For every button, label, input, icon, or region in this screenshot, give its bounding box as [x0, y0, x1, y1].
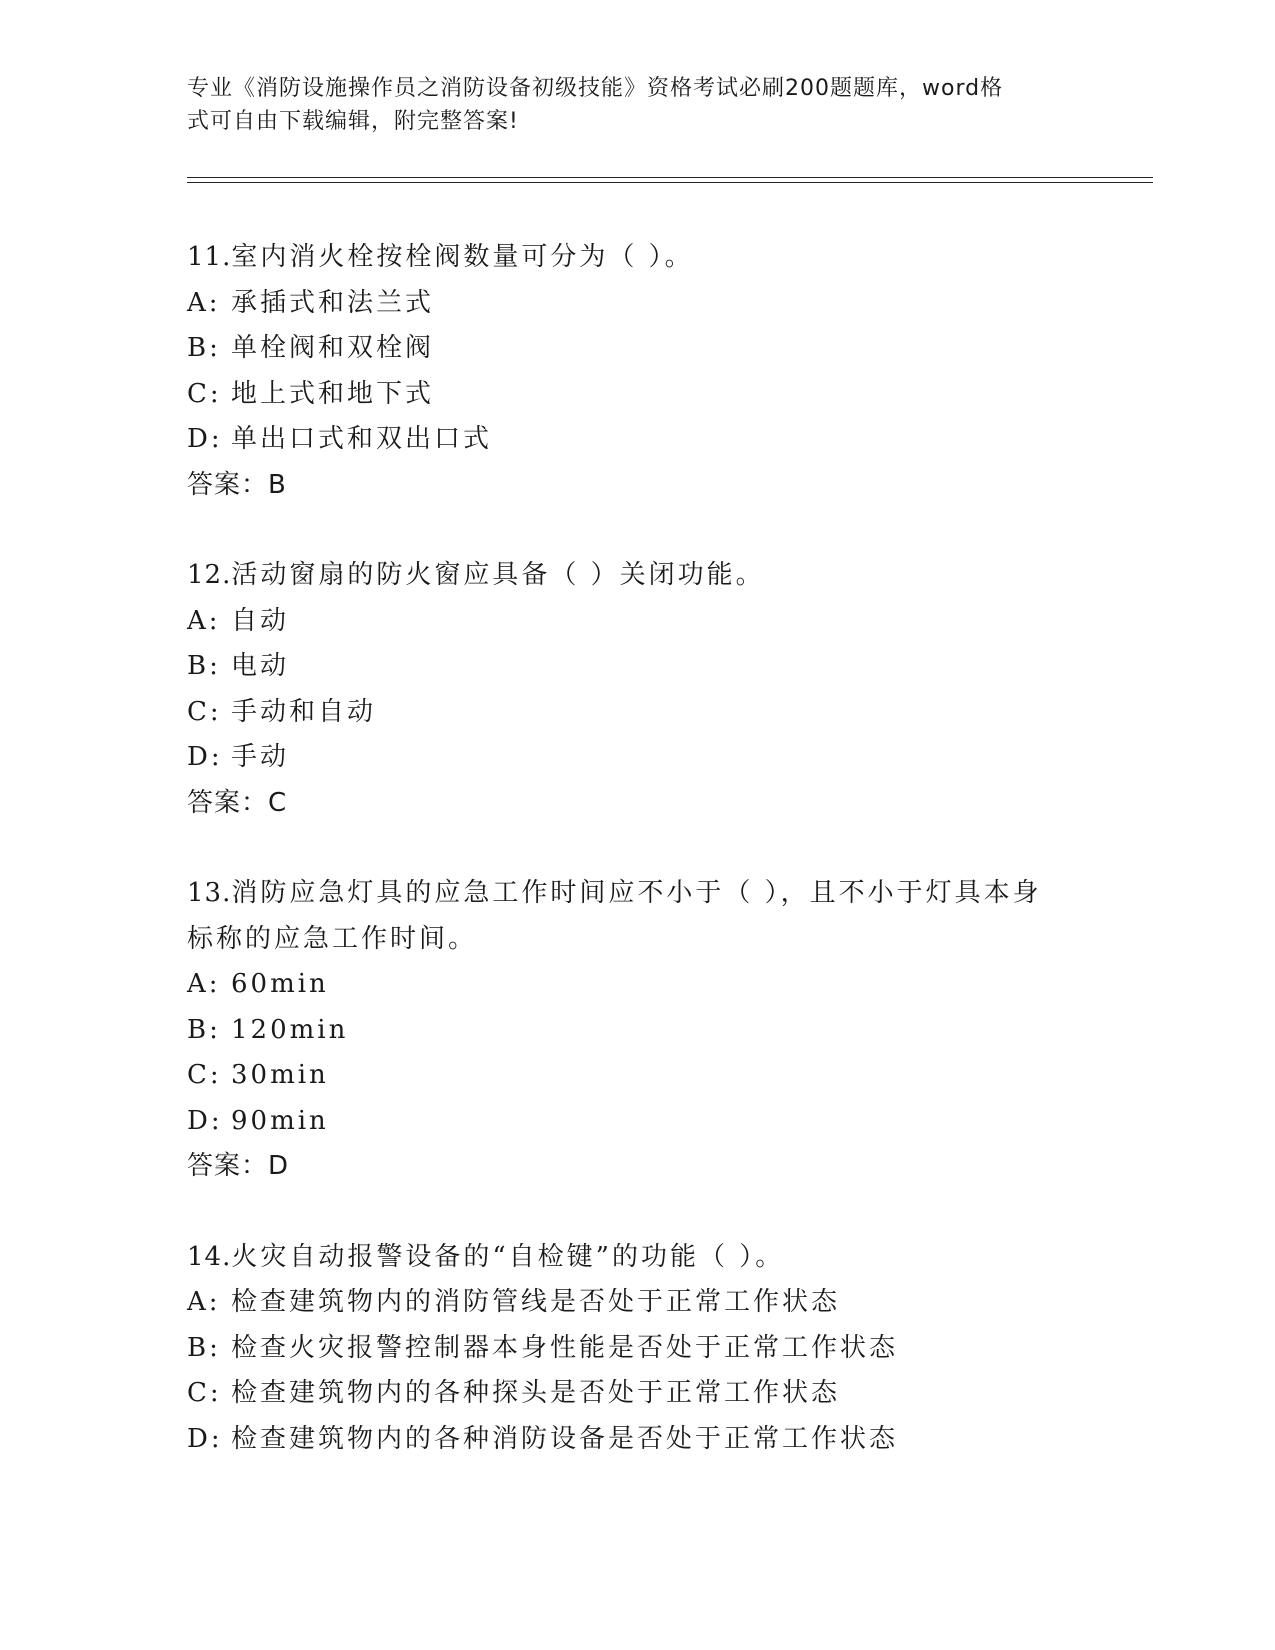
option-text: 地上式和地下式 [231, 378, 435, 409]
option-text: 手动和自动 [231, 696, 377, 727]
question-11 [187, 235, 1107, 508]
option-a [187, 962, 1107, 1008]
option-key: D: [187, 742, 223, 772]
option-text: 30min [231, 1060, 329, 1090]
option-a [187, 599, 1107, 645]
question-14 [187, 1235, 1107, 1463]
question-stem-line: 火灾自动报警设备的“自检键”的功能（ ）。 [231, 1241, 785, 1272]
header-line-1: 专业《消防设施操作员之消防设备初级技能》资格考试必刷200题题库，word格 [187, 76, 1004, 101]
answer-line: 答案：B [187, 469, 287, 500]
option-a [187, 1280, 1107, 1326]
question-stem [187, 235, 1107, 281]
option-b [187, 644, 1107, 690]
option-key: D: [187, 1105, 223, 1136]
question-12 [187, 553, 1107, 826]
question-number: 11. [187, 242, 232, 272]
question-stem-line: 消防应急灯具的应急工作时间应不小于（ ），且不小于灯具本身 [231, 878, 1042, 908]
option-key: C: [187, 696, 222, 727]
question-number: 14. [187, 1241, 232, 1272]
option-key: B: [187, 333, 221, 363]
option-text: 单出口式和双出口式 [231, 424, 493, 454]
option-text: 单栓阀和双栓阀 [231, 333, 435, 363]
option-b [187, 326, 1107, 372]
option-d [187, 1417, 1107, 1463]
answer-line: 答案：D [187, 1151, 290, 1181]
option-key: D: [187, 1423, 223, 1454]
option-key: B: [187, 1014, 221, 1045]
document-header [187, 72, 1067, 138]
question-stem [187, 553, 1107, 599]
option-c [187, 1053, 1107, 1099]
option-text: 检查建筑物内的各种探头是否处于正常工作状态 [231, 1378, 841, 1408]
question-stem-line: 活动窗扇的防火窗应具备（ ）关闭功能。 [231, 560, 765, 590]
question-stem [187, 871, 1107, 917]
option-key: B: [187, 651, 221, 681]
option-text: 60min [231, 969, 329, 999]
option-text: 自动 [231, 605, 290, 636]
option-text: 检查建筑物内的各种消防设备是否处于正常工作状态 [231, 1423, 899, 1454]
option-text: 电动 [231, 651, 290, 681]
answer-line: 答案：C [187, 787, 288, 818]
question-number: 12. [187, 560, 232, 590]
question-stem-continued: 标称的应急工作时间。 [187, 923, 478, 954]
question-13 [187, 871, 1107, 1190]
question-list [187, 235, 1107, 1507]
option-d [187, 1099, 1107, 1145]
header-divider-bottom [187, 182, 1153, 183]
option-c [187, 1371, 1107, 1417]
option-key: A: [187, 605, 221, 636]
option-d [187, 735, 1107, 781]
option-key: A: [187, 1287, 221, 1317]
option-key: C: [187, 1378, 222, 1408]
option-key: D: [187, 424, 223, 454]
question-stem-line: 室内消火栓按栓阀数量可分为（ ）。 [231, 242, 694, 272]
option-text: 120min [231, 1014, 349, 1045]
question-number: 13. [187, 878, 232, 908]
option-text: 检查建筑物内的消防管线是否处于正常工作状态 [231, 1287, 841, 1317]
option-a [187, 281, 1107, 327]
option-c [187, 372, 1107, 418]
question-stem [187, 1235, 1107, 1281]
option-b [187, 1326, 1107, 1372]
header-divider-top [187, 177, 1153, 178]
option-key: A: [187, 287, 221, 318]
option-text: 90min [231, 1105, 329, 1136]
option-text: 检查火灾报警控制器本身性能是否处于正常工作状态 [231, 1332, 899, 1363]
option-b [187, 1008, 1107, 1054]
option-c [187, 690, 1107, 736]
header-line-2: 式可自由下载编辑，附完整答案! [187, 109, 519, 134]
option-key: A: [187, 969, 221, 999]
option-text: 承插式和法兰式 [231, 287, 435, 318]
option-text: 手动 [231, 742, 290, 772]
option-key: C: [187, 1060, 222, 1090]
option-key: B: [187, 1332, 221, 1363]
option-d [187, 417, 1107, 463]
option-key: C: [187, 378, 222, 409]
